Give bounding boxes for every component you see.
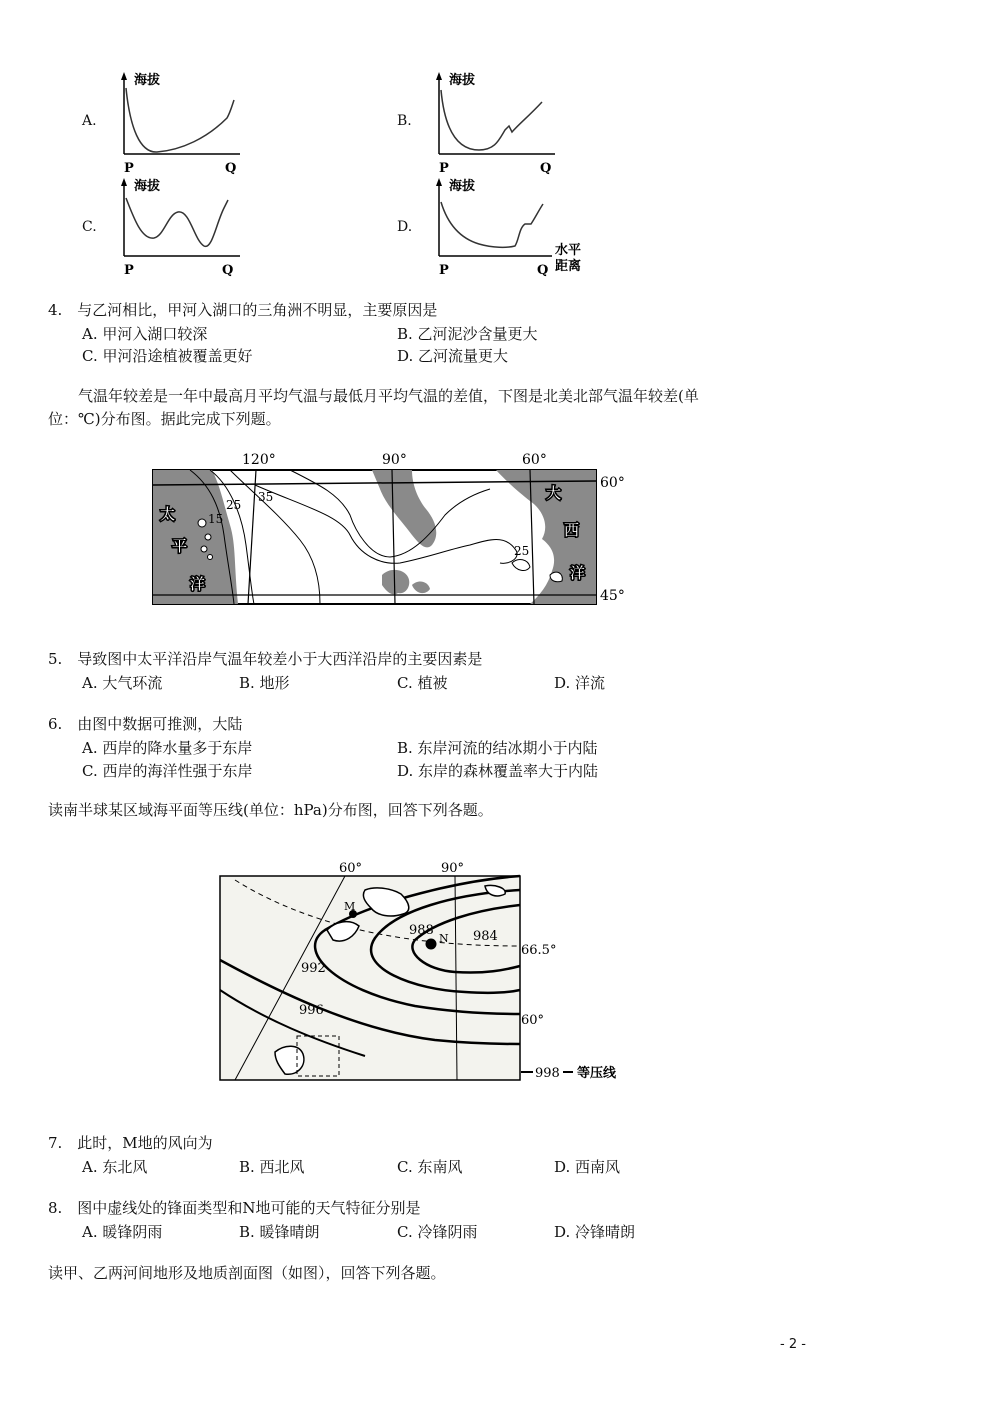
question-6-stem: 6. 由图中数据可推测，大陆 bbox=[48, 715, 243, 733]
q4-option-d[interactable]: D. 乙河流量更大 bbox=[397, 347, 509, 365]
lon-60-label: 60° bbox=[339, 861, 363, 876]
lat-66-5-label: 66.5° bbox=[521, 943, 557, 958]
lon-60-label: 60° bbox=[522, 452, 547, 468]
isoline-25-label-west: 25 bbox=[226, 498, 242, 512]
lon-90-label: 90° bbox=[441, 861, 465, 876]
legend-value: 998 bbox=[535, 1066, 560, 1081]
q8-option-d[interactable]: D. 冷锋晴朗 bbox=[554, 1223, 636, 1241]
isoline-35-label: 35 bbox=[258, 490, 274, 504]
option-c-label: C. bbox=[82, 219, 97, 235]
lon-120-label: 120° bbox=[242, 452, 276, 468]
p-label: P bbox=[124, 263, 134, 278]
q4-option-b[interactable]: B. 乙河泥沙含量更大 bbox=[397, 325, 538, 343]
q7-option-b[interactable]: B. 西北风 bbox=[239, 1158, 305, 1176]
point-n bbox=[426, 939, 437, 950]
q-label: Q bbox=[540, 161, 552, 176]
profile-chart-b bbox=[427, 68, 567, 178]
pacific-label-1: 太 bbox=[160, 505, 176, 523]
isoline-25-label-east: 25 bbox=[514, 544, 530, 558]
q6-option-c[interactable]: C. 西岸的海洋性强于东岸 bbox=[82, 762, 253, 780]
question-8-stem: 8. 图中虚线处的锋面类型和N地可能的天气特征分别是 bbox=[48, 1199, 421, 1217]
intro-paragraph-line-2: 位：℃)分布图。据此完成下列题。 bbox=[48, 410, 281, 428]
profile-chart-d bbox=[427, 174, 597, 284]
q6-option-b[interactable]: B. 东岸河流的结冰期小于内陆 bbox=[397, 739, 598, 757]
q5-option-b[interactable]: B. 地形 bbox=[239, 674, 290, 692]
q7-option-a[interactable]: A. 东北风 bbox=[82, 1158, 148, 1176]
x-axis-label-1: 水平 bbox=[555, 243, 582, 258]
atlantic-label-3: 洋 bbox=[570, 564, 586, 582]
pacific-label-3: 洋 bbox=[190, 575, 206, 593]
q7-option-c[interactable]: C. 东南风 bbox=[397, 1158, 463, 1176]
profile-chart-a bbox=[112, 68, 252, 178]
question-4-stem: 4. 与乙河相比，甲河入湖口的三角洲不明显，主要原因是 bbox=[48, 301, 438, 319]
isobar-996-label: 996 bbox=[299, 1003, 324, 1018]
q6-option-a[interactable]: A. 西岸的降水量多于东岸 bbox=[82, 739, 253, 757]
option-d-label: D. bbox=[397, 219, 413, 235]
y-axis-label: 海拔 bbox=[449, 179, 476, 194]
q5-option-a[interactable]: A. 大气环流 bbox=[82, 674, 163, 692]
isobar-map bbox=[215, 860, 645, 1090]
q8-option-a[interactable]: A. 暖锋阴雨 bbox=[82, 1223, 163, 1241]
isobar-984-label: 984 bbox=[473, 929, 498, 944]
atlantic-label-1: 大 bbox=[546, 484, 562, 502]
q5-option-c[interactable]: C. 植被 bbox=[397, 674, 448, 692]
option-b-label: B. bbox=[397, 113, 412, 129]
q4-option-c[interactable]: C. 甲河沿途植被覆盖更好 bbox=[82, 347, 253, 365]
y-axis-label: 海拔 bbox=[134, 73, 161, 88]
n-label: N bbox=[439, 932, 449, 945]
q-label: Q bbox=[225, 161, 237, 176]
question-5-stem: 5. 导致图中太平洋沿岸气温年较差小于大西洋沿岸的主要因素是 bbox=[48, 650, 483, 668]
profile-intro: 读甲、乙两河间地形及地质剖面图（如图），回答下列各题。 bbox=[48, 1264, 446, 1282]
q8-option-c[interactable]: C. 冷锋阴雨 bbox=[397, 1223, 478, 1241]
profile-line bbox=[126, 198, 228, 246]
q-label: Q bbox=[537, 263, 549, 278]
x-axis-label-2: 距离 bbox=[555, 259, 582, 274]
q8-option-b[interactable]: B. 暖锋晴朗 bbox=[239, 1223, 320, 1241]
q6-option-d[interactable]: D. 东岸的森林覆盖率大于内陆 bbox=[397, 762, 599, 780]
y-axis-label: 海拔 bbox=[134, 179, 161, 194]
p-label: P bbox=[124, 161, 134, 176]
pacific-label-2: 平 bbox=[172, 537, 188, 555]
lat-45-label: 45° bbox=[600, 588, 625, 604]
question-7-stem: 7. 此时，M地的风向为 bbox=[48, 1134, 213, 1152]
p-label: P bbox=[439, 161, 449, 176]
q-label: Q bbox=[222, 263, 234, 278]
profile-line bbox=[441, 90, 542, 150]
lat-60-label: 60° bbox=[600, 475, 625, 491]
lat-60-label: 60° bbox=[521, 1013, 545, 1028]
y-axis-arrow bbox=[121, 72, 127, 80]
p-label: P bbox=[439, 263, 449, 278]
option-a-label: A. bbox=[82, 113, 97, 129]
lon-90-label: 90° bbox=[382, 452, 407, 468]
isoline-15-label: 15 bbox=[208, 512, 224, 526]
atlantic-label-2: 西 bbox=[564, 521, 580, 539]
y-axis-label: 海拔 bbox=[449, 73, 476, 88]
isobar-intro: 读南半球某区域海平面等压线(单位：hPa)分布图，回答下列各题。 bbox=[48, 801, 493, 819]
q7-option-d[interactable]: D. 西南风 bbox=[554, 1158, 621, 1176]
q4-option-a[interactable]: A. 甲河入湖口较深 bbox=[82, 325, 208, 343]
isobar-992-label: 992 bbox=[301, 961, 326, 976]
profile-chart-c bbox=[112, 174, 252, 284]
legend-label: 等压线 bbox=[577, 1066, 617, 1081]
temperature-range-map bbox=[150, 445, 640, 610]
m-label: M bbox=[344, 900, 356, 913]
profile-line bbox=[126, 88, 234, 152]
intro-paragraph-line-1: 气温年较差是一年中最高月平均气温与最低月平均气温的差值，下图是北美北部气温年较差(单 bbox=[78, 387, 699, 405]
isobar-988-label: 988 bbox=[409, 923, 434, 938]
profile-line bbox=[441, 202, 543, 247]
page-number: - 2 - bbox=[780, 1337, 806, 1352]
q5-option-d[interactable]: D. 洋流 bbox=[554, 674, 606, 692]
